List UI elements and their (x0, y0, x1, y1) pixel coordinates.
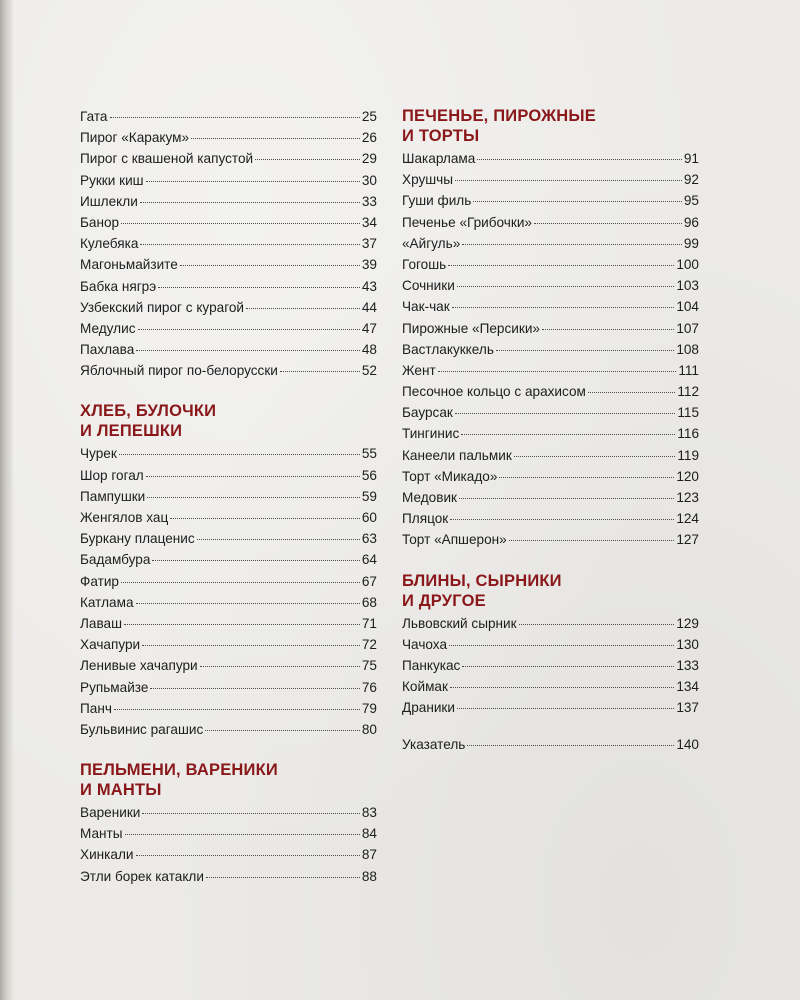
entry-page: 140 (676, 736, 699, 752)
toc-entry[interactable] (80, 549, 377, 570)
leader-dots (461, 434, 675, 435)
toc-entry[interactable] (402, 487, 699, 508)
section-heading-line: ПЕЧЕНЬЕ, ПИРОЖНЫЕ (402, 107, 596, 125)
toc-left-column (80, 106, 377, 887)
leader-dots (534, 223, 682, 224)
toc-entry[interactable] (80, 571, 377, 592)
entry-title: Пирог «Каракум» (80, 130, 190, 146)
leader-dots (459, 498, 674, 499)
toc-entry[interactable] (80, 486, 377, 507)
toc-section-list (80, 802, 377, 887)
entry-title: Пирожные «Персики» (402, 320, 540, 336)
entry-page: 96 (683, 214, 699, 230)
entry-title: Чурек (80, 446, 117, 462)
leader-dots (125, 834, 360, 835)
leader-dots (455, 413, 675, 414)
toc-entry[interactable] (80, 170, 377, 191)
entry-page: 34 (361, 214, 377, 230)
toc-entry[interactable] (80, 360, 377, 381)
toc-entry[interactable] (402, 613, 699, 634)
toc-entry[interactable] (80, 823, 377, 844)
entry-page: 104 (676, 299, 699, 315)
entry-page: 124 (676, 511, 699, 527)
toc-entry[interactable] (80, 127, 377, 148)
entry-page: 26 (361, 130, 377, 146)
toc-entry[interactable] (402, 676, 699, 697)
entry-title: Хачапури (80, 637, 141, 653)
toc-entry[interactable] (402, 275, 699, 296)
entry-page: 64 (361, 552, 377, 568)
entry-page: 95 (683, 193, 699, 209)
entry-page: 120 (676, 468, 699, 484)
entry-title: Рупьмайзе (80, 679, 149, 695)
toc-entry[interactable] (402, 466, 699, 487)
entry-page: 43 (361, 278, 377, 294)
toc-entry[interactable] (402, 148, 699, 169)
entry-title: Ленивые хачапури (80, 658, 198, 674)
toc-entry[interactable] (80, 276, 377, 297)
entry-page: 79 (361, 700, 377, 716)
toc-entry[interactable] (80, 719, 377, 740)
leader-dots (467, 745, 674, 746)
entry-page: 83 (361, 805, 377, 821)
toc-entry[interactable] (80, 443, 377, 464)
entry-title: Катлама (80, 594, 134, 610)
leader-dots (140, 202, 360, 203)
leader-dots (452, 307, 675, 308)
leader-dots (457, 708, 674, 709)
leader-dots (509, 540, 675, 541)
entry-title: Буркану плаценис (80, 531, 195, 547)
toc-entry[interactable] (402, 697, 699, 718)
leader-dots (152, 560, 359, 561)
leader-dots (246, 308, 360, 309)
leader-dots (462, 666, 674, 667)
entry-page: 25 (361, 109, 377, 124)
leader-dots (514, 456, 676, 457)
leader-dots (477, 159, 682, 160)
leader-dots (124, 624, 360, 625)
section-heading-line: И ТОРТЫ (402, 127, 480, 145)
entry-page: 37 (361, 236, 377, 252)
entry-page: 112 (677, 384, 699, 400)
leader-dots (138, 329, 360, 330)
leader-dots (197, 539, 360, 540)
entry-page: 71 (361, 615, 377, 631)
leader-dots (136, 350, 360, 351)
entry-page: 29 (361, 151, 377, 167)
leader-dots (191, 138, 360, 139)
leader-dots (542, 329, 674, 330)
toc-entry[interactable] (80, 528, 377, 549)
entry-title: Яблочный пирог по-белорусски (80, 363, 278, 379)
entry-title: Узбекский пирог с курагой (80, 299, 245, 315)
toc-entry[interactable] (80, 318, 377, 339)
entry-page: 100 (676, 256, 699, 272)
leader-dots (119, 454, 360, 455)
entry-page: 91 (683, 151, 699, 166)
leader-dots (588, 392, 675, 393)
entry-page: 72 (361, 637, 377, 653)
leader-dots (147, 497, 360, 498)
toc-right-column (402, 106, 699, 755)
toc-entry[interactable] (80, 677, 377, 698)
toc-entry[interactable] (80, 148, 377, 169)
spacer (80, 740, 377, 760)
toc-section-list (402, 148, 699, 551)
leader-dots (280, 371, 360, 372)
entry-title: Песочное кольцо с арахисом (402, 384, 586, 400)
entry-title: Манты (80, 826, 123, 842)
entry-page: 99 (683, 235, 699, 251)
entry-title: Медовик (402, 490, 457, 505)
entry-title: Гата (80, 109, 108, 124)
toc-entry[interactable] (80, 866, 377, 887)
leader-dots (519, 624, 675, 625)
entry-title: Вареники (80, 805, 141, 821)
entry-title: Пирог с квашеной капустой (80, 151, 254, 167)
entry-title: Львовский сырник (402, 615, 517, 631)
section-heading-line: БЛИНЫ, СЫРНИКИ (402, 571, 562, 590)
entry-title: Пахлава (80, 342, 135, 358)
leader-dots (496, 350, 674, 351)
entry-title: Кулебяка (80, 236, 139, 252)
entry-title: Пампушки (80, 488, 146, 504)
section-heading-line: И МАНТЫ (80, 781, 162, 800)
entry-title: Вастлакуккель (402, 341, 494, 357)
section-heading (402, 571, 699, 611)
toc-entry[interactable] (80, 106, 377, 127)
toc-entry[interactable] (80, 465, 377, 486)
toc-entry[interactable] (402, 296, 699, 317)
entry-title: Бадамбура (80, 552, 151, 568)
entry-title: Гуши филь (402, 193, 472, 209)
toc-entry[interactable] (402, 634, 699, 655)
section-heading (402, 106, 699, 146)
entry-page: 87 (361, 847, 377, 863)
entry-title: Медулис (80, 320, 136, 336)
entry-page: 63 (361, 531, 377, 547)
entry-title: Бабка нягрэ (80, 278, 157, 294)
entry-page: 92 (683, 172, 699, 188)
toc-entry[interactable] (80, 592, 377, 613)
entry-page: 127 (676, 532, 699, 548)
entry-title: Этли борек катакли (80, 868, 204, 884)
leader-dots (448, 265, 674, 266)
leader-dots (438, 371, 677, 372)
entry-title: Банор (80, 214, 120, 230)
leader-dots (450, 687, 674, 688)
toc-entry[interactable] (80, 254, 377, 275)
toc-entry[interactable] (80, 339, 377, 360)
entry-title: Печенье «Грибочки» (402, 214, 532, 230)
entry-page: 48 (361, 342, 377, 358)
toc-entry[interactable] (402, 318, 699, 339)
section-heading-line: И ЛЕПЕШКИ (80, 422, 183, 441)
toc-entry[interactable] (402, 423, 699, 444)
toc-entry[interactable] (402, 508, 699, 529)
leader-dots (121, 582, 360, 583)
toc-entry[interactable] (80, 802, 377, 823)
entry-title: Жент (402, 362, 436, 378)
entry-page: 133 (676, 657, 699, 673)
entry-page: 137 (676, 700, 699, 716)
spacer (80, 381, 377, 401)
leader-dots (180, 265, 360, 266)
entry-page: 76 (361, 679, 377, 695)
toc-entry[interactable] (402, 339, 699, 360)
toc-entry[interactable] (80, 655, 377, 676)
entry-title: Торт «Микадо» (402, 468, 498, 484)
toc-entry[interactable] (402, 254, 699, 275)
leader-dots (142, 813, 359, 814)
entry-page: 44 (361, 299, 377, 315)
toc-entry[interactable] (80, 233, 377, 254)
entry-page: 123 (676, 490, 699, 505)
leader-dots (449, 645, 674, 646)
entry-page: 67 (361, 573, 377, 589)
leader-dots (146, 181, 360, 182)
leader-dots (158, 287, 360, 288)
leader-dots (462, 244, 682, 245)
entry-title: Бульвинис рагашис (80, 721, 204, 737)
entry-page: 107 (676, 320, 699, 336)
section-heading (80, 401, 377, 441)
toc-entry[interactable] (80, 191, 377, 212)
leader-dots (473, 201, 682, 202)
leader-dots (121, 223, 360, 224)
entry-title: Чачоха (402, 636, 448, 652)
toc-intro-list (80, 106, 377, 381)
entry-page: 75 (361, 658, 377, 674)
entry-title: Торт «Апшерон» (402, 532, 507, 548)
entry-title: Женгялов хац (80, 510, 169, 525)
entry-title: «Айгуль» (402, 235, 461, 251)
entry-page: 80 (361, 721, 377, 737)
toc-entry[interactable] (402, 169, 699, 190)
entry-title: Коймак (402, 679, 448, 695)
entry-title: Тингинис (402, 426, 460, 442)
leader-dots (499, 477, 674, 478)
toc-section-list (80, 443, 377, 740)
entry-title: Пляцок (402, 511, 449, 527)
entry-title: Драники (402, 700, 455, 716)
entry-title: Рукки киш (80, 172, 144, 188)
entry-page: 103 (676, 278, 699, 294)
entry-page: 119 (677, 447, 699, 463)
toc-entry[interactable] (402, 360, 699, 381)
entry-title: Хинкали (80, 847, 134, 863)
entry-title: Сочники (402, 278, 455, 294)
leader-dots (110, 117, 360, 118)
entry-title: Лаваш (80, 615, 123, 631)
leader-dots (146, 476, 360, 477)
entry-page: 59 (361, 488, 377, 504)
section-heading-line: ПЕЛЬМЕНИ, ВАРЕНИКИ (80, 761, 278, 780)
entry-page: 60 (361, 510, 377, 525)
entry-title: Шакарлама (402, 151, 476, 166)
toc-entry[interactable] (80, 844, 377, 865)
toc-entry[interactable] (402, 402, 699, 423)
leader-dots (200, 666, 360, 667)
entry-page: 134 (676, 679, 699, 695)
toc-entry[interactable] (402, 233, 699, 254)
section-heading-line: И ДРУГОЕ (402, 591, 486, 610)
entry-page: 30 (361, 172, 377, 188)
leader-dots (206, 877, 360, 878)
toc-entry[interactable] (80, 297, 377, 318)
toc-entry[interactable] (80, 634, 377, 655)
entry-page: 47 (361, 320, 377, 336)
entry-title: Панч (80, 700, 112, 716)
entry-title: Указатель (402, 736, 466, 752)
entry-page: 116 (677, 426, 699, 442)
toc-entry[interactable] (402, 655, 699, 676)
entry-title: Канеели пальмик (402, 447, 512, 463)
toc-entry[interactable] (402, 445, 699, 466)
leader-dots (136, 603, 360, 604)
entry-page: 88 (361, 868, 377, 884)
toc-entry[interactable] (80, 507, 377, 528)
leader-dots (150, 688, 359, 689)
leader-dots (450, 519, 674, 520)
entry-page: 108 (676, 341, 699, 357)
entry-title: Панкукас (402, 657, 461, 673)
entry-page: 52 (361, 363, 377, 379)
leader-dots (136, 855, 360, 856)
toc-section-list (402, 613, 699, 719)
entry-page: 84 (361, 826, 377, 842)
leader-dots (114, 709, 360, 710)
entry-page: 115 (677, 405, 699, 421)
toc-entry[interactable] (402, 190, 699, 211)
toc-index-entry[interactable] (402, 734, 699, 755)
leader-dots (140, 244, 359, 245)
toc-entry[interactable] (80, 698, 377, 719)
leader-dots (455, 180, 682, 181)
toc-entry[interactable] (80, 613, 377, 634)
toc-entry[interactable] (402, 381, 699, 402)
entry-title: Баурсак (402, 405, 453, 421)
entry-title: Шор гогал (80, 467, 144, 483)
entry-page: 56 (361, 467, 377, 483)
entry-page: 68 (361, 594, 377, 610)
toc-entry[interactable] (80, 212, 377, 233)
entry-page: 55 (361, 446, 377, 462)
entry-title: Гогошь (402, 256, 447, 272)
leader-dots (170, 518, 360, 519)
leader-dots (205, 730, 360, 731)
toc-entry[interactable] (402, 212, 699, 233)
entry-title: Хрушчы (402, 172, 454, 188)
entry-title: Магоньмайзите (80, 257, 178, 273)
entry-page: 130 (676, 636, 699, 652)
spacer (402, 551, 699, 571)
entry-title: Ишлекли (80, 193, 138, 209)
entry-page: 39 (361, 257, 377, 273)
entry-title: Чак-чак (402, 299, 450, 315)
section-heading-line: ХЛЕБ, БУЛОЧКИ (80, 402, 217, 421)
entry-page: 33 (361, 193, 377, 209)
spacer (402, 719, 699, 734)
leader-dots (142, 645, 360, 646)
leader-dots (457, 286, 675, 287)
entry-page: 111 (678, 362, 699, 378)
entry-title: Фатир (80, 573, 119, 589)
leader-dots (255, 159, 360, 160)
book-spine-shadow (0, 0, 14, 1000)
entry-page: 129 (676, 615, 699, 631)
section-heading (80, 760, 377, 800)
toc-entry[interactable] (402, 529, 699, 550)
